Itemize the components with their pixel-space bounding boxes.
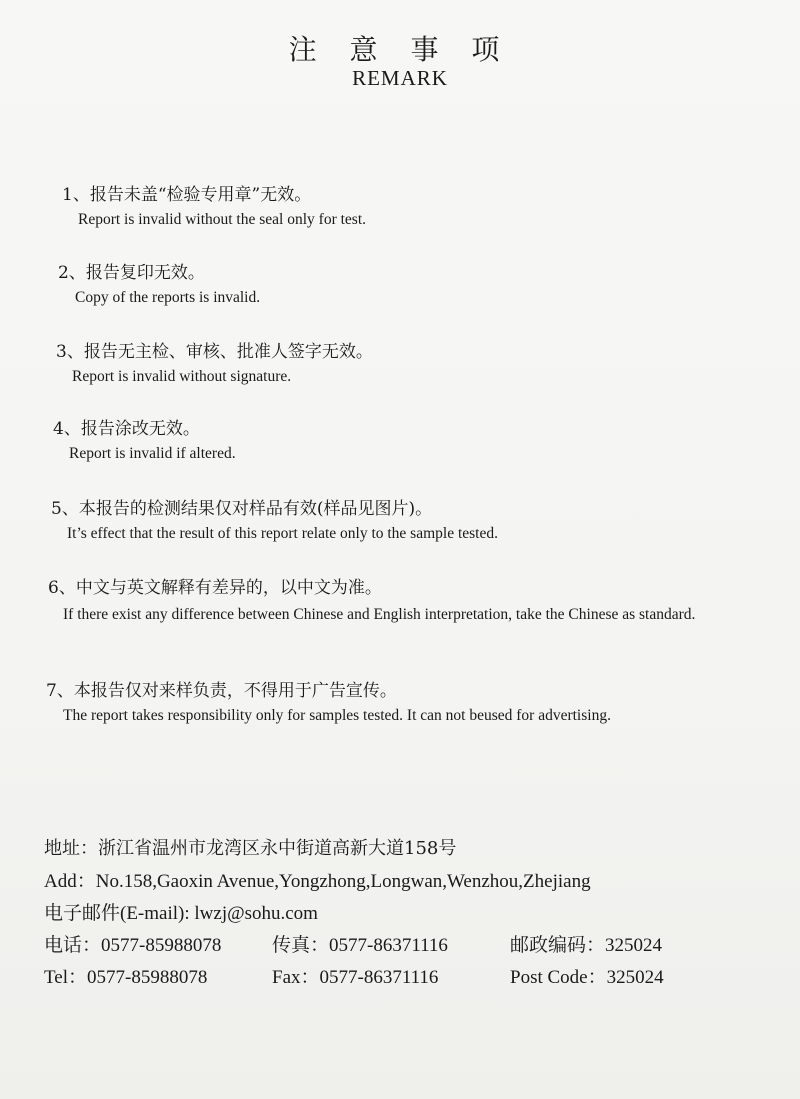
remark-item-2	[58, 258, 260, 307]
address-chinese: 地址：浙江省温州市龙湾区永中街道高新大道158号	[44, 838, 457, 859]
phone-chinese: 电话：0577-85988078	[44, 935, 222, 956]
remark-item-2-english: Copy of the reports is invalid.	[75, 289, 261, 306]
address-english: Add：No.158,Gaoxin Avenue,Yongzhong,Longwan,Wenzhou,Zhejiang	[44, 871, 591, 892]
remark-item-5-chinese: 5、本报告的检测结果仅对样品有效(样品见图片)。	[51, 499, 433, 519]
remark-item-1-english: Report is invalid without the seal only for test.	[78, 211, 366, 228]
remark-item-4-english: Report is invalid if altered.	[69, 445, 236, 462]
remark-item-3	[56, 337, 373, 386]
remark-item-1	[62, 180, 366, 229]
remark-item-5	[51, 494, 498, 543]
remark-item-7-chinese: 7、本报告仅对来样负责，不得用于广告宣传。	[46, 681, 397, 701]
remark-item-6-chinese: 6、中文与英文解释有差异的，以中文为准。	[48, 578, 382, 598]
remark-item-6-english: If there exist any difference between Chinese and English interpretation, take the Chinese as standard.	[63, 606, 696, 623]
fax-chinese: 传真：0577-86371116	[272, 935, 448, 956]
postcode-english: Post Code：325024	[510, 967, 664, 988]
remark-item-2-chinese: 2、报告复印无效。	[58, 263, 205, 283]
remark-item-1-chinese: 1、报告未盖“检验专用章”无效。	[62, 185, 312, 205]
remark-item-4	[53, 414, 236, 463]
fax-english: Fax：0577-86371116	[272, 967, 439, 988]
remark-item-4-chinese: 4、报告涂改无效。	[53, 419, 200, 439]
postcode-chinese: 邮政编码：325024	[510, 935, 663, 956]
page-title-chinese: 注 意 事 项	[288, 33, 512, 66]
remark-item-3-english: Report is invalid without signature.	[72, 368, 292, 385]
remark-item-6	[48, 573, 738, 626]
remark-item-7-english: The report takes responsibility only for samples tested. It can not beused for advertising.	[63, 707, 611, 724]
page-title-english: REMARK	[352, 66, 448, 90]
remark-item-5-english: It’s effect that the result of this report relate only to the sample tested.	[67, 525, 498, 542]
contact-row-english	[44, 962, 764, 990]
email-line: 电子邮件(E-mail): lwzj@sohu.com	[44, 903, 318, 924]
contact-row-chinese	[44, 930, 764, 958]
phone-english: Tel：0577-85988078	[44, 967, 208, 988]
remark-item-3-chinese: 3、报告无主检、审核、批准人签字无效。	[56, 342, 373, 362]
remark-item-7	[46, 676, 611, 725]
